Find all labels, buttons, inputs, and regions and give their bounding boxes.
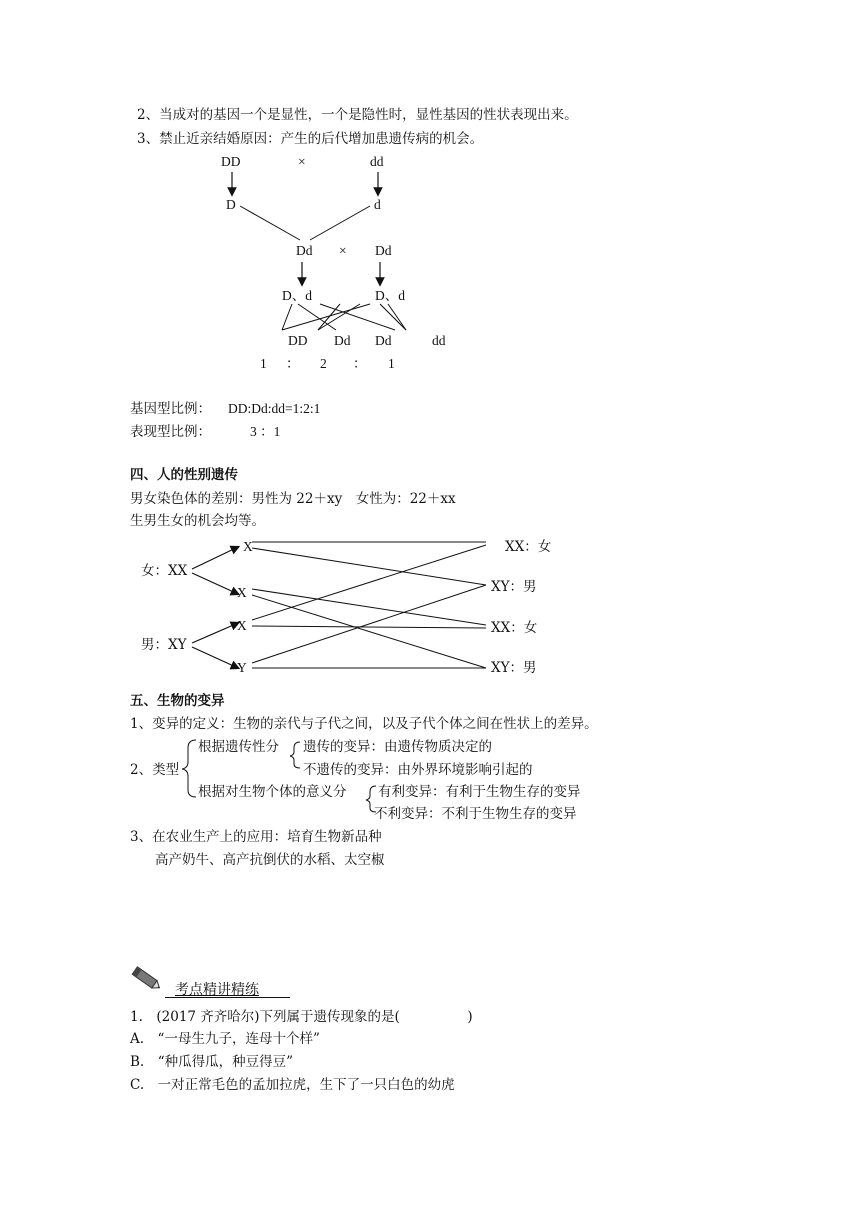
option-a: A. “一母生九子，连母十个样” bbox=[130, 1031, 320, 1047]
result-xx-female-1: XX：女 bbox=[505, 539, 552, 555]
option-c: C. 一对正常毛色的孟加拉虎，生下了一只白色的幼虎 bbox=[130, 1077, 455, 1093]
phenotype-ratio-value: 3 ：1 bbox=[250, 424, 281, 439]
item-dominant-gene: 2、当成对的基因一个是显性，一个是隐性时，显性基因的性状表现出来。 bbox=[137, 107, 578, 123]
pencil-icon bbox=[128, 964, 164, 994]
female-label: 女：XX bbox=[141, 563, 188, 579]
gamete-left: D bbox=[226, 197, 236, 212]
gamete-x-2: X bbox=[237, 585, 247, 600]
chromosome-difference: 男女染色体的差别：男性为 22＋xy 女性为：22＋xx bbox=[130, 491, 456, 507]
parent-dd-left: DD bbox=[221, 154, 241, 169]
offspring-1: DD bbox=[288, 333, 308, 348]
gamete-x-3: X bbox=[237, 618, 247, 633]
gamete-y: Y bbox=[237, 660, 247, 675]
section4-heading: 四、人的性别遗传 bbox=[130, 467, 238, 483]
option-b: B. “种瓜得瓜，种豆得豆” bbox=[130, 1054, 294, 1070]
section5-heading: 五、生物的变异 bbox=[130, 693, 225, 709]
gamete-right: d bbox=[374, 197, 381, 212]
heritable-variation: 遗传的变异：由遗传物质决定的 bbox=[303, 739, 492, 755]
gamete-x-1: X bbox=[243, 539, 253, 554]
question-1: 1. (2017 齐齐哈尔)下列属于遗传现象的是( ) bbox=[130, 1009, 473, 1025]
parent-dd-right: dd bbox=[370, 154, 384, 169]
parent-cross-symbol: × bbox=[298, 154, 306, 169]
phenotype-ratio-label: 表现型比例： bbox=[130, 424, 211, 440]
ratio-separator-1: ： bbox=[286, 356, 300, 372]
equal-chance: 生男生女的机会均等。 bbox=[130, 513, 265, 529]
result-xx-female-2: XX：女 bbox=[491, 620, 538, 636]
practice-heading-text: 考点精讲精练 bbox=[175, 982, 259, 998]
offspring-4: dd bbox=[432, 333, 446, 348]
f1-cross-symbol: × bbox=[339, 243, 347, 258]
male-label: 男：XY bbox=[141, 637, 187, 653]
by-heredity-label: 根据遗传性分 bbox=[198, 739, 279, 755]
f1-gametes-right: D、d bbox=[375, 288, 405, 303]
ratio-separator-2: ： bbox=[353, 356, 367, 372]
non-heritable-variation: 不遗传的变异：由外界环境影响引起的 bbox=[303, 762, 533, 778]
result-xy-male-2: XY：男 bbox=[491, 660, 537, 676]
types-label: 2、类型 bbox=[130, 762, 180, 778]
item-consanguineous-marriage: 3、禁止近亲结婚原因：产生的后代增加患遗传病的机会。 bbox=[137, 131, 484, 147]
by-significance-label: 根据对生物个体的意义分 bbox=[198, 784, 347, 800]
f1-gametes-left: D、d bbox=[282, 288, 312, 303]
ratio-value-2: 2 bbox=[320, 356, 327, 371]
f1-right: Dd bbox=[375, 243, 392, 258]
heading-underline-rule bbox=[165, 997, 290, 998]
favorable-variation: 有利变异：有利于生物生存的变异 bbox=[378, 784, 581, 800]
offspring-2: Dd bbox=[334, 333, 351, 348]
result-xy-male-1: XY：男 bbox=[491, 579, 537, 595]
offspring-3: Dd bbox=[375, 333, 392, 348]
agriculture-application: 3、在农业生产上的应用：培育生物新品种 bbox=[130, 829, 382, 845]
application-examples: 高产奶牛、高产抗倒伏的水稻、太空椒 bbox=[155, 852, 385, 868]
variation-definition: 1、变异的定义：生物的亲代与子代之间，以及子代个体之间在性状上的差异。 bbox=[130, 716, 598, 732]
genotype-ratio-label: 基因型比例： bbox=[130, 401, 211, 417]
genotype-ratio-value: DD:Dd:dd=1:2:1 bbox=[228, 401, 321, 416]
ratio-value-3: 1 bbox=[388, 356, 395, 371]
f1-left: Dd bbox=[296, 243, 313, 258]
unfavorable-variation: 不利变异：不利于生物生存的变异 bbox=[374, 806, 577, 822]
ratio-value-1: 1 bbox=[260, 356, 267, 371]
